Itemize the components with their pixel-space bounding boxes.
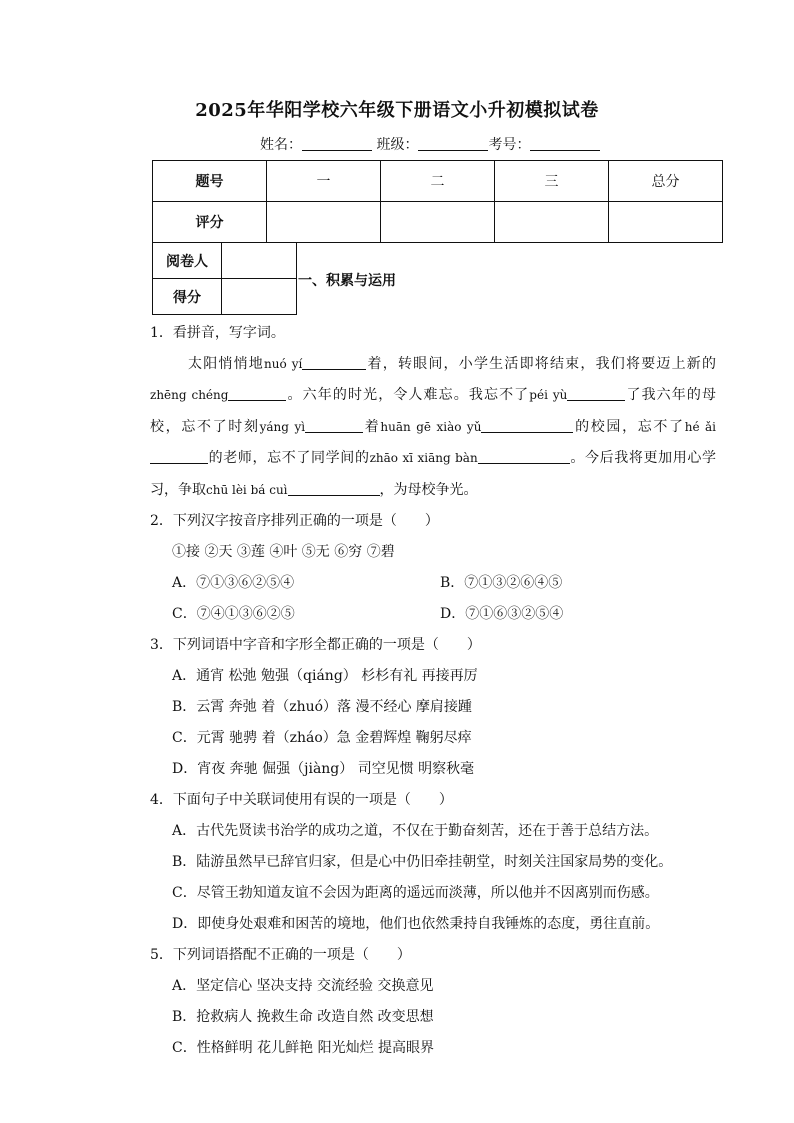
question-2-options-row	[150, 599, 716, 630]
score-table	[152, 160, 723, 243]
answer-blank[interactable]	[288, 481, 380, 496]
exam-no-label: 考号：	[488, 137, 531, 153]
answer-blank[interactable]	[150, 449, 208, 464]
reviewer-cell[interactable]	[222, 243, 297, 279]
score-table-header-row	[153, 161, 723, 202]
pinyin: zhēng chéng	[150, 388, 229, 403]
class-label: 班级：	[376, 137, 419, 153]
reviewer-label: 阅卷人	[153, 243, 222, 279]
section-heading: 一、积累与运用	[298, 273, 396, 289]
answer-blank[interactable]	[481, 418, 573, 433]
question-1-stem: 1．看拼音，写字词。	[150, 325, 285, 341]
option-b[interactable]: B．陆游虽然早已辞官归家，但是心中仍旧牵挂朝堂，时刻关注国家局势的变化。	[172, 854, 673, 871]
pinyin: hé ǎi	[684, 419, 717, 434]
question-3-stem: 3．下列词语中字音和字形全都正确的一项是（ ）	[150, 637, 481, 654]
option-c[interactable]: C．⑦④①③⑥②⑤	[172, 606, 295, 623]
score-input-cell[interactable]	[381, 202, 495, 243]
score-cell: 总分	[609, 161, 723, 202]
grader-score-cell[interactable]	[222, 279, 297, 315]
score-cell: 二	[381, 161, 495, 202]
pinyin: huān gē xiào yǔ	[380, 419, 482, 434]
passage-text: 。六年的时光，令人难忘。我忘不了	[286, 387, 530, 404]
page-title: 2025年华阳学校六年级下册语文小升初模拟试卷	[195, 100, 599, 121]
passage-text: 的老师，忘不了同学间的	[208, 450, 370, 467]
score-cell: 题号	[153, 161, 267, 202]
question-4-stem: 4．下面句子中关联词使用有误的一项是（ ）	[150, 792, 453, 809]
passage-text: 着	[363, 418, 381, 435]
exam-no-blank[interactable]	[530, 136, 600, 151]
answer-blank[interactable]	[302, 355, 366, 370]
answer-blank[interactable]	[305, 418, 363, 433]
question-1-passage	[150, 349, 716, 506]
option-b[interactable]: B．⑦①③②⑥④⑤	[440, 575, 563, 592]
pinyin: nuó yí	[264, 357, 303, 371]
question-5-stem: 5．下列词语搭配不正确的一项是（ ）	[150, 947, 411, 964]
question-2-options-row	[150, 568, 716, 599]
option-c[interactable]: C．尽管王勃知道友谊不会因为距离的遥远而淡薄，所以他并不因离别而伤感。	[172, 885, 659, 902]
option-d[interactable]: D．⑦①⑥③②⑤④	[440, 606, 564, 623]
score-cell: 三	[495, 161, 609, 202]
question-2-chars: ①接 ②天 ③莲 ④叶 ⑤无 ⑥穷 ⑦碧	[172, 544, 395, 561]
option-b[interactable]: B．云霄 奔弛 着（zhuó）落 漫不经心 摩肩接踵	[172, 699, 472, 716]
option-a[interactable]: A．通宵 松弛 勉强（qiáng） 杉杉有礼 再接再厉	[172, 668, 478, 685]
pinyin: zhāo xī xiāng bàn	[369, 451, 478, 466]
answer-blank[interactable]	[567, 386, 625, 401]
grader-score-label: 得分	[153, 279, 222, 315]
option-b[interactable]: B．抢救病人 挽救生命 改造自然 改变思想	[172, 1009, 434, 1026]
passage-text: 的校园，忘不了	[573, 418, 685, 435]
grader-table	[152, 242, 297, 315]
option-c[interactable]: C．性格鲜明 花儿鲜艳 阳光灿烂 提高眼界	[172, 1040, 435, 1057]
option-d[interactable]: D．即使身处艰难和困苦的境地，他们也依然秉持自我锤炼的态度，勇往直前。	[172, 916, 660, 933]
name-label: 姓名：	[260, 137, 302, 153]
passage-text: ，为母校争光。	[379, 481, 478, 498]
answer-blank[interactable]	[478, 449, 570, 464]
score-input-cell[interactable]	[495, 202, 609, 243]
score-input-cell[interactable]	[267, 202, 381, 243]
pinyin: yáng yì	[259, 419, 306, 434]
option-a[interactable]: A．⑦①③⑥②⑤④	[172, 575, 295, 592]
questions	[150, 318, 716, 1064]
class-blank[interactable]	[418, 136, 488, 151]
option-a[interactable]: A．古代先贤读书治学的成功之道，不仅在于勤奋刻苦，还在于善于总结方法。	[172, 823, 659, 840]
passage-text: 着，转眼间，小学生活即将结束，我们将要迈上新的	[366, 356, 717, 372]
score-cell: 评分	[153, 202, 267, 243]
passage-text: 太阳悄悄地	[188, 356, 265, 372]
score-table-row	[153, 202, 723, 243]
student-info	[260, 134, 600, 154]
option-d[interactable]: D．宵夜 奔驰 倔强（jiàng） 司空见惯 明察秋毫	[172, 761, 475, 778]
score-input-cell[interactable]	[609, 202, 723, 243]
option-c[interactable]: C．元霄 驰骋 着（zháo）急 金碧辉煌 鞠躬尽瘁	[172, 730, 472, 747]
pinyin: chū lèi bá cuì	[206, 482, 288, 497]
pinyin: péi yù	[529, 388, 568, 403]
score-cell: 一	[267, 161, 381, 202]
option-a[interactable]: A．坚定信心 坚决支持 交流经验 交换意见	[172, 978, 434, 995]
question-2-stem: 2．下列汉字按音序排列正确的一项是（ ）	[150, 513, 439, 530]
passage-text: 。今后我将更加用心学习，争取	[150, 450, 716, 498]
answer-blank[interactable]	[228, 386, 286, 401]
name-blank[interactable]	[302, 136, 372, 151]
passage-text: 了我六年的母校，忘不了时刻	[150, 387, 717, 435]
